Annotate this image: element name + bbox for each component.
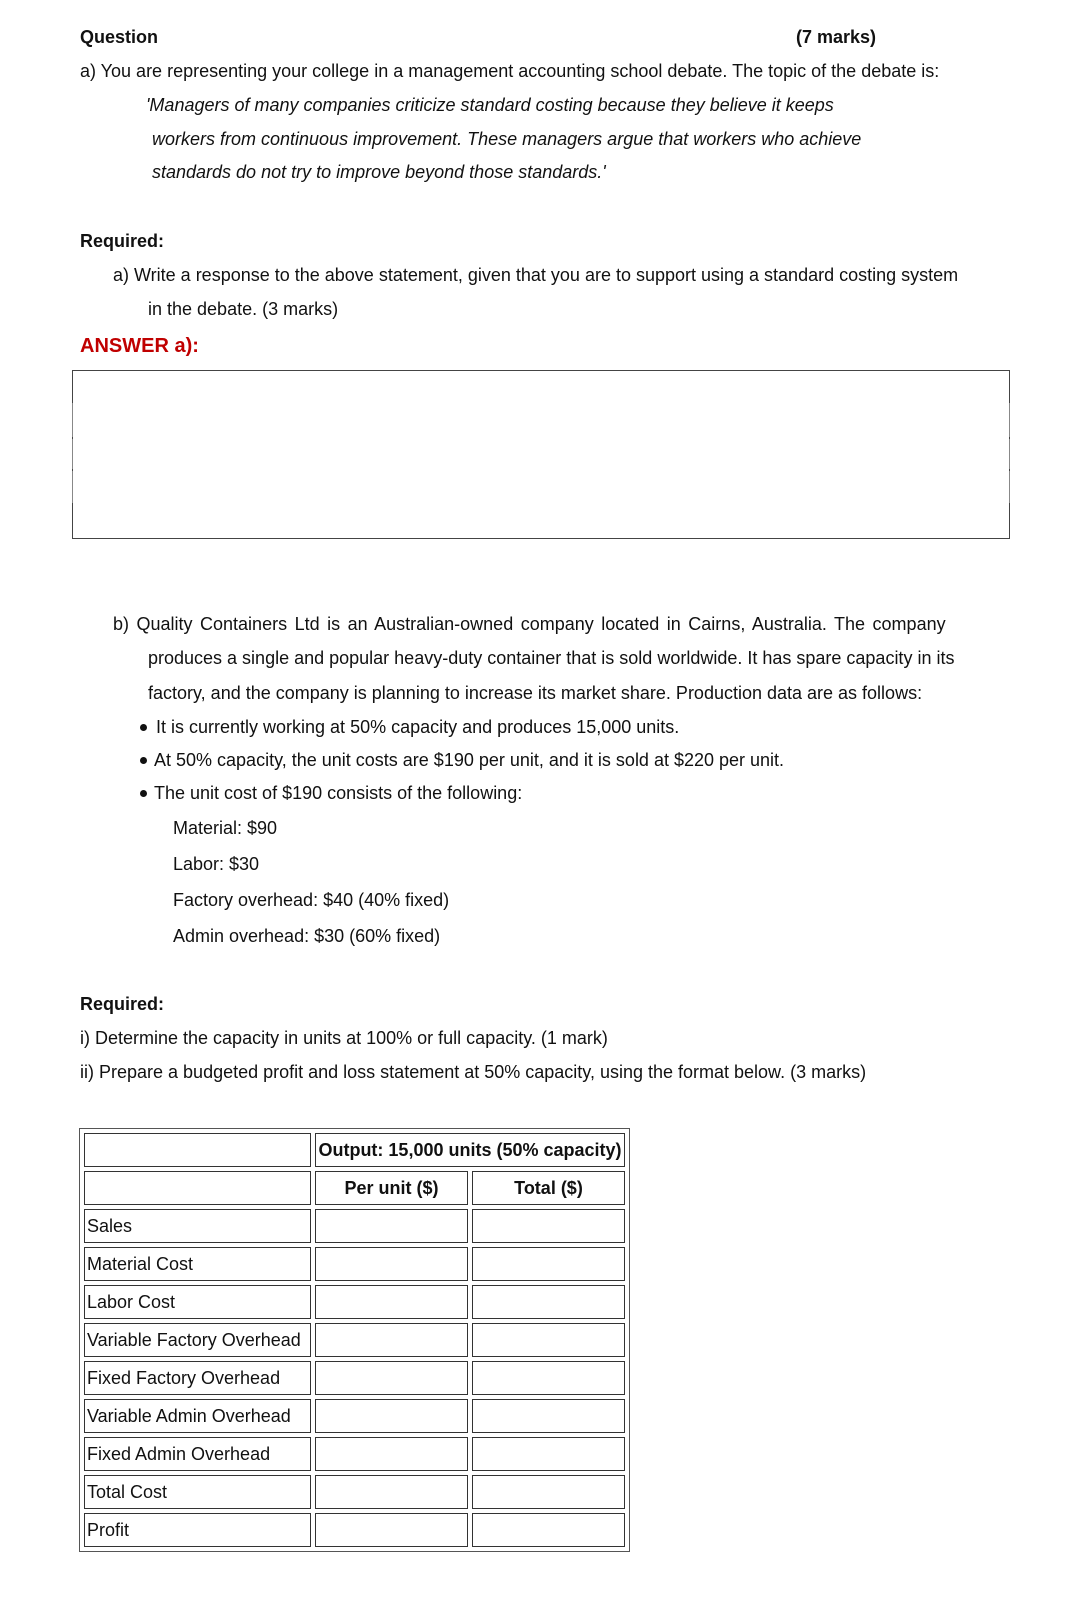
table-subheader-row bbox=[84, 1171, 625, 1205]
per-unit-cell[interactable] bbox=[315, 1437, 468, 1471]
row-label-labor-cost: Labor Cost bbox=[84, 1285, 311, 1319]
part-b-required-item-2: ii) Prepare a budgeted profit and loss statement at 50% capacity, using the format below. (3 marks) bbox=[80, 1062, 867, 1082]
table-row-total-cost bbox=[84, 1475, 625, 1509]
total-cell[interactable] bbox=[472, 1247, 625, 1281]
per-unit-cell[interactable] bbox=[315, 1399, 468, 1433]
table-cell-blank[interactable] bbox=[84, 1133, 311, 1167]
table-row-profit bbox=[84, 1513, 625, 1547]
row-label-sales: Sales bbox=[84, 1209, 311, 1243]
cost-item-admin-overhead: Admin overhead: $30 (60% fixed) bbox=[173, 926, 441, 946]
debate-quote-line-3: standards do not try to improve beyond those standards.' bbox=[152, 162, 606, 182]
profit-loss-table bbox=[79, 1128, 630, 1552]
cost-item-labor: Labor: $30 bbox=[173, 854, 260, 874]
row-label-profit: Profit bbox=[84, 1513, 311, 1547]
answer-a-box[interactable] bbox=[72, 370, 1010, 539]
total-cell[interactable] bbox=[472, 1323, 625, 1357]
row-label-total-cost: Total Cost bbox=[84, 1475, 311, 1509]
part-b-intro-line-3: factory, and the company is planning to increase its market share. Production data are as follows: bbox=[148, 683, 923, 703]
total-cell[interactable] bbox=[472, 1437, 625, 1471]
per-unit-cell[interactable] bbox=[315, 1209, 468, 1243]
part-b-required-label: Required: bbox=[80, 994, 165, 1014]
table-row-variable-admin-overhead bbox=[84, 1399, 625, 1433]
bullet-item-1: It is currently working at 50% capacity and produces 15,000 units. bbox=[156, 717, 680, 737]
table-row-fixed-admin-overhead bbox=[84, 1437, 625, 1471]
per-unit-cell[interactable] bbox=[315, 1513, 468, 1547]
total-cell[interactable] bbox=[472, 1209, 625, 1243]
part-a-required-line-2: in the debate. (3 marks) bbox=[148, 299, 339, 319]
table-row-sales bbox=[84, 1209, 625, 1243]
cost-item-material: Material: $90 bbox=[173, 818, 278, 838]
table-row-fixed-factory-overhead bbox=[84, 1361, 625, 1395]
answer-a-label: ANSWER a): bbox=[80, 335, 199, 357]
bullet-item-2: At 50% capacity, the unit costs are $190 per unit, and it is sold at $220 per unit. bbox=[154, 750, 785, 770]
answer-box-line bbox=[72, 439, 73, 469]
row-label-fixed-factory-overhead: Fixed Factory Overhead bbox=[84, 1361, 311, 1395]
row-label-fixed-admin-overhead: Fixed Admin Overhead bbox=[84, 1437, 311, 1471]
total-cell[interactable] bbox=[472, 1399, 625, 1433]
question-title: Question bbox=[80, 27, 159, 47]
per-unit-header: Per unit ($) bbox=[315, 1171, 468, 1205]
total-cell[interactable] bbox=[472, 1513, 625, 1547]
debate-quote-line-1: 'Managers of many companies criticize standard costing because they believe it keeps bbox=[146, 95, 834, 115]
per-unit-cell[interactable] bbox=[315, 1361, 468, 1395]
table-row-variable-factory-overhead bbox=[84, 1323, 625, 1357]
question-marks: (7 marks) bbox=[796, 27, 877, 47]
bullet-item-3: The unit cost of $190 consists of the following: bbox=[154, 783, 523, 803]
row-label-variable-admin-overhead: Variable Admin Overhead bbox=[84, 1399, 311, 1433]
per-unit-cell[interactable] bbox=[315, 1323, 468, 1357]
per-unit-cell[interactable] bbox=[315, 1285, 468, 1319]
answer-box-line bbox=[72, 471, 73, 503]
part-b-intro-line-2: produces a single and popular heavy-duty container that is sold worldwide. It has spare capacity in its bbox=[148, 648, 955, 668]
per-unit-cell[interactable] bbox=[315, 1475, 468, 1509]
total-cell[interactable] bbox=[472, 1475, 625, 1509]
row-label-material-cost: Material Cost bbox=[84, 1247, 311, 1281]
total-cell[interactable] bbox=[472, 1285, 625, 1319]
debate-quote-line-2: workers from continuous improvement. These managers argue that workers who achieve bbox=[152, 129, 862, 149]
part-a-required-line-1: a) Write a response to the above statement, given that you are to support using a standard costing system bbox=[113, 265, 959, 285]
bullet-icon bbox=[140, 724, 147, 731]
output-header: Output: 15,000 units (50% capacity) bbox=[315, 1133, 625, 1167]
part-b-intro-line-1: b) Quality Containers Ltd is an Australian-owned company located in Cairns, Australia. The company bbox=[113, 614, 946, 634]
part-a-required-label: Required: bbox=[80, 231, 165, 251]
total-cell[interactable] bbox=[472, 1361, 625, 1395]
answer-box-line bbox=[1009, 403, 1010, 437]
bullet-icon bbox=[140, 790, 147, 797]
row-label-variable-factory-overhead: Variable Factory Overhead bbox=[84, 1323, 311, 1357]
answer-box-line bbox=[1009, 439, 1010, 469]
total-header: Total ($) bbox=[472, 1171, 625, 1205]
cost-item-factory-overhead: Factory overhead: $40 (40% fixed) bbox=[173, 890, 450, 910]
table-cell-blank[interactable] bbox=[84, 1171, 311, 1205]
answer-box-line bbox=[1009, 471, 1010, 503]
part-b-required-item-1: i) Determine the capacity in units at 100% or full capacity. (1 mark) bbox=[80, 1028, 608, 1048]
bullet-icon bbox=[140, 757, 147, 764]
part-a-intro: a) You are representing your college in a management accounting school debate. The topic of the debate is: bbox=[80, 61, 940, 81]
per-unit-cell[interactable] bbox=[315, 1247, 468, 1281]
table-row-material-cost bbox=[84, 1247, 625, 1281]
table-header-row bbox=[84, 1133, 625, 1167]
answer-box-line bbox=[72, 403, 73, 437]
table-row-labor-cost bbox=[84, 1285, 625, 1319]
